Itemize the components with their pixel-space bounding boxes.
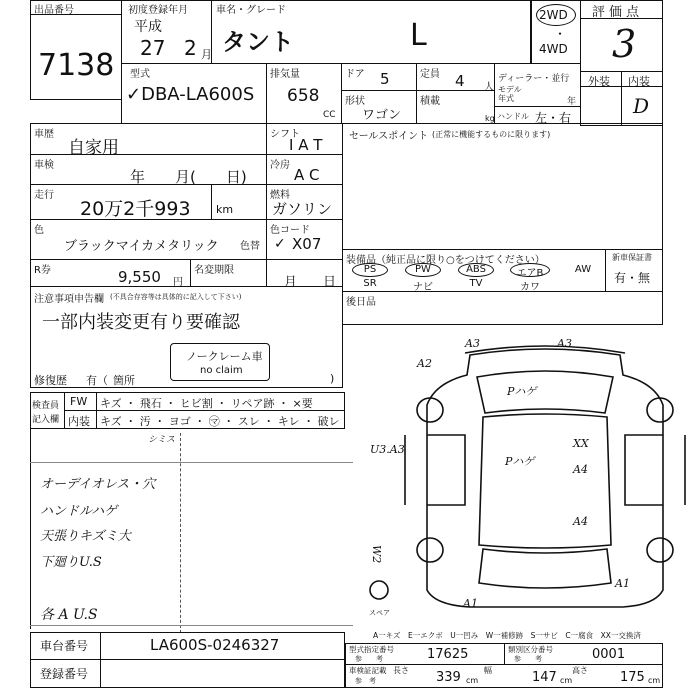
first-reg-label: 初度登録年月 bbox=[128, 5, 188, 16]
cert-label: 車検証記載 bbox=[349, 666, 387, 675]
era-value: 平成 bbox=[134, 19, 162, 35]
name-label: 車名・グレード bbox=[216, 5, 286, 16]
color-label: 色 bbox=[34, 225, 44, 236]
option-sr: SR bbox=[363, 278, 377, 289]
interior-items: キズ ・ 汚 ・ ヨゴ ・ ㋮ ・ スレ ・ キレ ・ 破レ bbox=[100, 415, 340, 428]
year-unit: 年 bbox=[567, 97, 577, 107]
inspector-label2: 記入欄 bbox=[32, 415, 60, 425]
length-value: 339 bbox=[436, 670, 461, 685]
type-no-label: 型式指定番号 bbox=[349, 645, 394, 654]
option-navi: ナビ bbox=[413, 282, 433, 293]
cert-sub: 参 考 bbox=[355, 677, 376, 685]
lot-label: 出品番号 bbox=[34, 5, 74, 16]
sales-box bbox=[342, 123, 663, 250]
capacity-value: 4 bbox=[455, 72, 465, 90]
equipment-sub: （純正品に限り○をつけてください） bbox=[376, 255, 545, 266]
fw-label: FW bbox=[70, 395, 88, 408]
car-diagram bbox=[365, 335, 685, 625]
width-unit: cm bbox=[560, 676, 573, 685]
option-aw: AW bbox=[574, 264, 592, 275]
color-value: ブラックマイカメタリック bbox=[64, 239, 219, 254]
mark-a3-right: A3 bbox=[557, 337, 572, 350]
divider bbox=[30, 14, 122, 15]
color-code-value: X07 bbox=[292, 235, 322, 253]
displacement-value: 658 bbox=[287, 86, 320, 106]
color-code-label: 色コード bbox=[270, 225, 310, 236]
fw-items: キズ ・ 飛石 ・ ヒビ割 ・ リペア跡 ・ ×要 bbox=[100, 397, 313, 410]
shift-label: シフト bbox=[270, 129, 300, 140]
mark-u3a3: U3.A3 bbox=[370, 443, 405, 456]
month-value: 2 bbox=[184, 36, 197, 60]
note-line: オーデイオレス・穴 bbox=[40, 477, 156, 492]
model-value: ✓DBA-LA600S bbox=[126, 84, 255, 105]
doors-value: 5 bbox=[380, 70, 390, 88]
fuel-value: ガソリン bbox=[272, 200, 333, 218]
tax-value: 月 日 bbox=[284, 275, 337, 290]
grade-value: L bbox=[410, 18, 427, 53]
mileage-value: 20万2千993 bbox=[80, 198, 191, 220]
divider bbox=[580, 18, 663, 19]
divider bbox=[494, 106, 581, 107]
height-label: 高さ bbox=[572, 666, 588, 675]
notes-rule bbox=[30, 462, 353, 463]
mark-a4-lower: A4 bbox=[573, 515, 588, 528]
divider bbox=[211, 184, 212, 220]
option-abs: ABS bbox=[466, 264, 486, 275]
option-tv: TV bbox=[469, 278, 483, 289]
note-line: 下廻りU.S bbox=[40, 555, 102, 570]
divider bbox=[96, 392, 97, 429]
color-change-label: 色替 bbox=[240, 241, 260, 252]
mark-a1-bottom: A1 bbox=[463, 597, 478, 610]
mark-xx: XX bbox=[573, 437, 589, 450]
handle-label: ハンドル bbox=[497, 112, 529, 121]
mark-w2: W2 bbox=[370, 545, 383, 564]
noclaim-line2: no claim bbox=[200, 365, 243, 376]
divider bbox=[190, 259, 191, 287]
note-line: 各 A U.S bbox=[40, 607, 98, 623]
mileage-label: 走行 bbox=[34, 190, 54, 201]
seat-box bbox=[342, 291, 663, 325]
chassis-label: 車台番号 bbox=[40, 639, 89, 653]
ac-label: 冷房 bbox=[270, 160, 290, 171]
width-value: 147 bbox=[532, 670, 557, 685]
score-label: 評価点 bbox=[592, 5, 644, 20]
notes-dash bbox=[180, 433, 181, 633]
drive-sep: ・ bbox=[554, 27, 567, 41]
capacity-label: 定員 bbox=[420, 69, 440, 80]
interior-label: 内装 bbox=[628, 75, 650, 88]
note-line: シミス bbox=[148, 435, 176, 445]
recycle-unit: 円 bbox=[173, 277, 183, 288]
ac-value: A C bbox=[294, 166, 320, 184]
mark-a4-upper: A4 bbox=[573, 463, 588, 476]
divider bbox=[266, 123, 267, 286]
mark-a3-left: A3 bbox=[465, 337, 480, 350]
option-pw: PW bbox=[415, 264, 431, 275]
caution-label: 注意事項申告欄 bbox=[34, 294, 104, 305]
year-value: 27 bbox=[140, 36, 166, 60]
mark-spare: スペア bbox=[369, 609, 390, 617]
height-value: 175 bbox=[620, 670, 645, 685]
model-label: 型式 bbox=[130, 69, 150, 80]
mark-p-hage-roof: Pハゲ bbox=[505, 455, 535, 468]
tax-label: 名変期限 bbox=[194, 265, 234, 276]
divider bbox=[621, 71, 622, 126]
shift-value: I A T bbox=[289, 136, 323, 154]
displacement-label: 排気量 bbox=[270, 69, 300, 80]
option-airbag: エアB bbox=[516, 268, 544, 279]
car-name: タント bbox=[222, 28, 294, 56]
doors-label: ドア bbox=[345, 69, 365, 80]
note-line: 天張りキズミ大 bbox=[40, 529, 131, 544]
caution-text: 一部内装変更有り要確認 bbox=[42, 312, 240, 333]
usage-label: 車歴 bbox=[34, 129, 54, 140]
divider bbox=[605, 249, 606, 292]
shape-label: 形状 bbox=[345, 96, 365, 107]
divider bbox=[30, 259, 343, 260]
warranty-label: 新車保証書 bbox=[612, 253, 652, 262]
legend: A一キズ E一エクボ U一凹み W一補修跡 S一サビ C一腐食 XX一交換済 bbox=[373, 631, 641, 640]
length-unit: cm bbox=[466, 676, 479, 685]
chassis-value: LA600S-0246327 bbox=[150, 636, 280, 654]
recycle-value: 9,550 bbox=[118, 268, 161, 286]
model-year-label: モデル年式 bbox=[498, 85, 522, 103]
type-no-value: 17625 bbox=[427, 647, 469, 662]
recycle-label: R券 bbox=[34, 265, 51, 276]
repair-unit: 箇所 bbox=[113, 374, 135, 387]
exterior-label: 外装 bbox=[588, 75, 610, 88]
mark-p-hage-front: Pハゲ bbox=[507, 385, 537, 398]
option-leather: カワ bbox=[520, 282, 540, 293]
drive-4wd: 4WD bbox=[539, 42, 568, 56]
usage-value: 自家用 bbox=[68, 138, 119, 158]
repair-close: ) bbox=[330, 372, 335, 385]
interior-items-label: 内装 bbox=[68, 415, 90, 428]
handle-value: 左・右 bbox=[535, 111, 572, 125]
km-unit: km bbox=[216, 203, 234, 216]
score-value: 3 bbox=[612, 22, 637, 66]
inspection-value: 年 月( 日) bbox=[130, 168, 247, 186]
mark-a1-right: A1 bbox=[615, 577, 630, 590]
color-code-check: ✓ bbox=[274, 236, 286, 252]
sales-sub: (正常に機能するものに限ります) bbox=[432, 130, 551, 139]
interior-grade: D bbox=[633, 94, 650, 118]
lot-number: 7138 bbox=[38, 48, 115, 83]
fuel-label: 燃料 bbox=[270, 190, 290, 201]
equipment-title: 装備品 bbox=[346, 255, 376, 266]
type-no-sub: 参 考 bbox=[355, 655, 383, 663]
load-label: 積載 bbox=[420, 96, 440, 107]
option-ps: PS bbox=[363, 264, 377, 275]
repair-label: 修復歴 bbox=[34, 374, 67, 387]
height-unit: cm bbox=[648, 676, 661, 685]
mark-a2: A2 bbox=[417, 357, 432, 370]
inspection-label: 車検 bbox=[34, 160, 54, 171]
shape-value: ワゴン bbox=[362, 108, 402, 123]
cc-unit: CC bbox=[323, 110, 336, 120]
month-unit: 月 bbox=[201, 48, 212, 61]
dealer-label: ディーラー・並行 bbox=[498, 74, 570, 84]
capacity-unit: 人 bbox=[484, 82, 494, 93]
drive-2wd: 2WD bbox=[539, 8, 568, 22]
class-no-label: 類別区分番号 bbox=[508, 645, 553, 654]
note-line: ハンドルハゲ bbox=[40, 504, 118, 519]
seat-label: 後日品 bbox=[346, 297, 376, 308]
sales-label: セールスポイント bbox=[349, 131, 429, 142]
notes-left-border bbox=[30, 429, 31, 629]
notes-rule bbox=[30, 625, 353, 626]
width-label: 幅 bbox=[484, 666, 492, 675]
reg-label: 登録番号 bbox=[40, 667, 89, 681]
kg-unit: kg bbox=[485, 114, 495, 123]
warranty-value: 有・無 bbox=[614, 271, 651, 285]
repair-value: 有（ bbox=[86, 374, 108, 387]
model-text: DBA-LA600S bbox=[141, 84, 255, 105]
noclaim-line1: ノークレーム車 bbox=[186, 350, 263, 363]
caution-sub: (不具合存容等は具体的に記入して下さい) bbox=[110, 293, 242, 301]
class-no-sub: 参 考 bbox=[514, 655, 542, 663]
length-label: 長さ bbox=[393, 666, 409, 675]
class-no-value: 0001 bbox=[592, 647, 626, 662]
inspector-label1: 検査員 bbox=[32, 401, 60, 411]
